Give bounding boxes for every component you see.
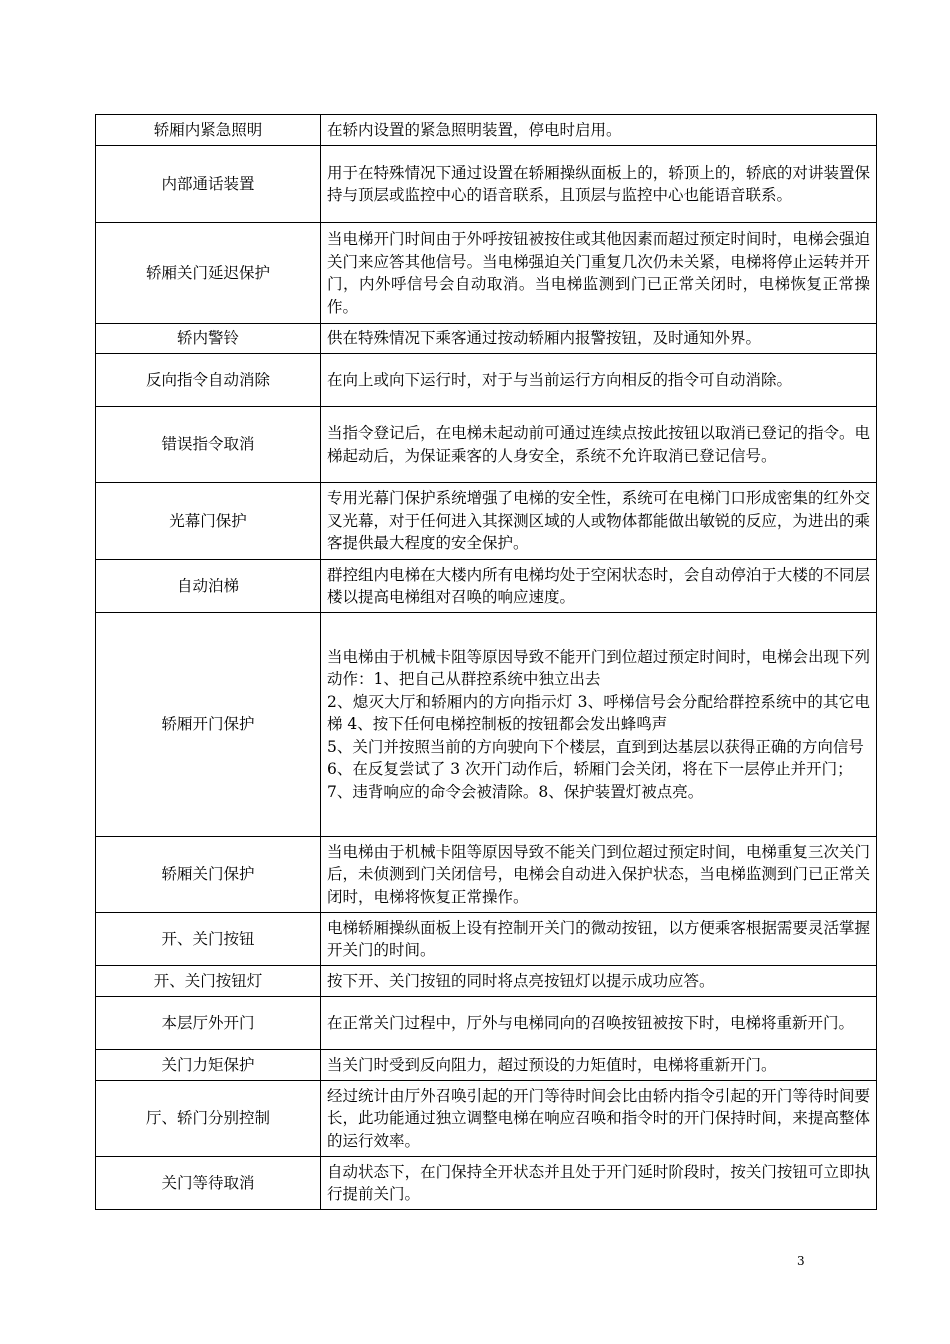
feature-description: 电梯轿厢操纵面板上设有控制开关门的微动按钮，以方便乘客根据需要灵活掌握开关门的时间。 <box>321 913 877 966</box>
feature-name: 错误指令取消 <box>96 407 321 483</box>
feature-description: 当电梯由于机械卡阻等原因导致不能关门到位超过预定时间，电梯重复三次关门后，未侦测到门关闭信号，电梯会自动进入保护状态，当电梯监测到门已正常关闭时，电梯将恢复正常操作。 <box>321 837 877 913</box>
table-row <box>96 1050 877 1081</box>
feature-name: 反向指令自动消除 <box>96 354 321 407</box>
table-row <box>96 146 877 223</box>
feature-description: 当电梯开门时间由于外呼按钮被按住或其他因素而超过预定时间时，电梯会强迫关门来应答其他信号。当电梯强迫关门重复几次仍未关紧，电梯将停止运转并开门，内外呼信号会自动取消。当电梯监测到门已正常关闭时，电梯恢复正常操作。 <box>321 223 877 324</box>
table-row <box>96 913 877 966</box>
table-row <box>96 966 877 997</box>
feature-description: 经过统计由厅外召唤引起的开门等待时间会比由轿内指令引起的开门等待时间要长，此功能通过独立调整电梯在响应召唤和指令时的开门保持时间，来提高整体的运行效率。 <box>321 1081 877 1157</box>
feature-name: 自动泊梯 <box>96 560 321 613</box>
feature-name: 厅、轿门分别控制 <box>96 1081 321 1157</box>
feature-description: 当电梯由于机械卡阻等原因导致不能开门到位超过预定时间时，电梯会出现下列动作：1、把自己从群控系统中独立出去 2、熄灭大厅和轿厢内的方向指示灯 3、呼梯信号会分配给群控系统中的其它电梯 4、按下任何电梯控制板的按钮都会发出蜂鸣声 5、关门并按照当前的方向驶向下个楼层，直到到达基层以获得正确的方向信号 6、在反复尝试了 3 次开门动作后，轿厢门会关闭，将在下一层停止并开门； 7、违背响应的命令会被清除。8、保护装置灯被点亮。 <box>321 613 877 837</box>
feature-description: 自动状态下，在门保持全开状态并且处于开门延时阶段时，按关门按钮可立即执行提前关门。 <box>321 1157 877 1210</box>
feature-description: 专用光幕门保护系统增强了电梯的安全性，系统可在电梯门口形成密集的红外交叉光幕，对于任何进入其探测区域的人或物体都能做出敏锐的反应，为进出的乘客提供最大程度的安全保护。 <box>321 483 877 560</box>
table-row <box>96 115 877 146</box>
feature-description: 用于在特殊情况下通过设置在轿厢操纵面板上的，轿顶上的，轿底的对讲装置保持与顶层或监控中心的语音联系，且顶层与监控中心也能语音联系。 <box>321 146 877 223</box>
table-row <box>96 354 877 407</box>
table-row <box>96 1081 877 1157</box>
feature-name: 轿内警铃 <box>96 324 321 354</box>
feature-table <box>95 114 877 1210</box>
feature-name: 本层厅外开门 <box>96 997 321 1050</box>
feature-name: 轿厢关门保护 <box>96 837 321 913</box>
feature-name: 关门等待取消 <box>96 1157 321 1210</box>
feature-name: 开、关门按钮灯 <box>96 966 321 997</box>
table-row <box>96 560 877 613</box>
feature-description: 在正常关门过程中，厅外与电梯同向的召唤按钮被按下时，电梯将重新开门。 <box>321 997 877 1050</box>
feature-name: 内部通话装置 <box>96 146 321 223</box>
table-row <box>96 997 877 1050</box>
page-number: 3 <box>797 1254 805 1268</box>
feature-name: 轿厢内紧急照明 <box>96 115 321 146</box>
table-row <box>96 324 877 354</box>
feature-description: 在向上或向下运行时，对于与当前运行方向相反的指令可自动消除。 <box>321 354 877 407</box>
feature-description: 当关门时受到反向阻力，超过预设的力矩值时，电梯将重新开门。 <box>321 1050 877 1081</box>
feature-name: 开、关门按钮 <box>96 913 321 966</box>
feature-name: 光幕门保护 <box>96 483 321 560</box>
feature-description: 在轿内设置的紧急照明装置，停电时启用。 <box>321 115 877 146</box>
table-row <box>96 223 877 324</box>
feature-name: 轿厢关门延迟保护 <box>96 223 321 324</box>
feature-description: 按下开、关门按钮的同时将点亮按钮灯以提示成功应答。 <box>321 966 877 997</box>
table-row <box>96 613 877 837</box>
table-row <box>96 407 877 483</box>
table-row <box>96 837 877 913</box>
table-row <box>96 483 877 560</box>
feature-name: 关门力矩保护 <box>96 1050 321 1081</box>
feature-description: 群控组内电梯在大楼内所有电梯均处于空闲状态时，会自动停泊于大楼的不同层楼以提高电梯组对召唤的响应速度。 <box>321 560 877 613</box>
table-row <box>96 1157 877 1210</box>
feature-description: 供在特殊情况下乘客通过按动轿厢内报警按钮，及时通知外界。 <box>321 324 877 354</box>
feature-name: 轿厢开门保护 <box>96 613 321 837</box>
feature-description: 当指令登记后，在电梯未起动前可通过连续点按此按钮以取消已登记的指令。电梯起动后，为保证乘客的人身安全，系统不允许取消已登记信号。 <box>321 407 877 483</box>
